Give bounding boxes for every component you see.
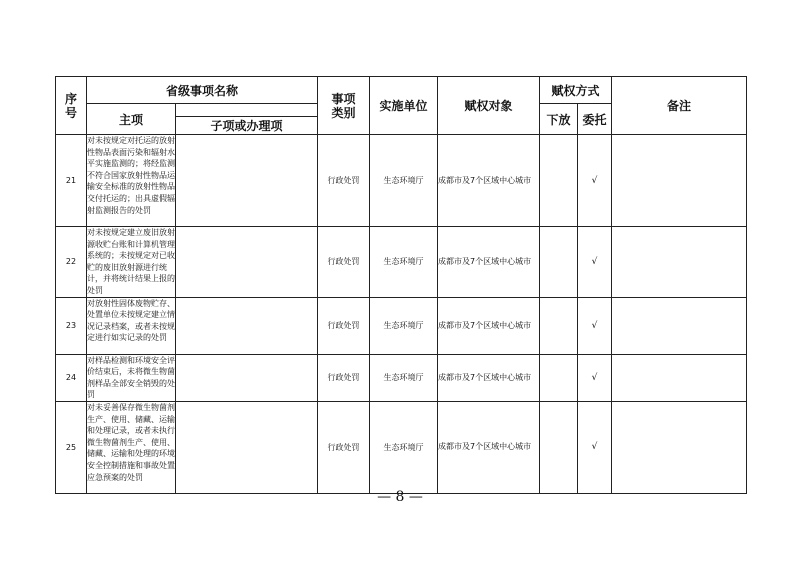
remark-text: [612, 354, 747, 401]
header-seq: 序 号: [56, 77, 87, 135]
table-row: [56, 401, 747, 493]
main-item-text: 对未按规定对托运的放射性物品表面污染和辐射水平实施监测的；将经监测不符合国家放射性物品运输安全标准的放射性物品交付托运的；出具虚假辐射监测报告的处罚: [87, 135, 176, 227]
sub-item-text: [176, 297, 318, 354]
header-remark: 备注: [612, 77, 747, 135]
sub-item-text: [176, 135, 318, 227]
delegate-down-mark: [540, 135, 578, 227]
row-number: 25: [56, 401, 87, 493]
remark-text: [612, 401, 747, 493]
table-row: [56, 354, 747, 401]
main-item-text: 对样品检测和环境安全评价结束后，未将微生物菌剂样品全部安全销毁的处罚: [87, 354, 176, 401]
remark-text: [612, 227, 747, 298]
table-row: [56, 297, 747, 354]
target-text: 成都市及7个区域中心城市: [438, 227, 540, 298]
entrust-checkmark: √: [578, 354, 612, 401]
category-text: 行政处罚: [318, 135, 370, 227]
header-provincial-item-name: 省级事项名称: [87, 77, 318, 104]
header-method: 赋权方式: [540, 77, 612, 104]
remark-text: [612, 297, 747, 354]
sub-item-text: [176, 401, 318, 493]
header-entrust: 委托: [578, 104, 612, 135]
category-text: 行政处罚: [318, 227, 370, 298]
target-text: 成都市及7个区域中心城市: [438, 297, 540, 354]
entrust-checkmark: √: [578, 297, 612, 354]
target-text: 成都市及7个区域中心城市: [438, 354, 540, 401]
delegate-down-mark: [540, 354, 578, 401]
entrust-checkmark: √: [578, 401, 612, 493]
unit-text: 生态环境厅: [370, 227, 438, 298]
table-row: [56, 135, 747, 227]
remark-text: [612, 135, 747, 227]
row-number: 24: [56, 354, 87, 401]
main-item-text: 对未妥善保存微生物菌剂生产、使用、储藏、运输和处理记录，或者未执行微生物菌剂生产、使用、储藏、运输和处理的环境安全控制措施和事故处置应急预案的处罚: [87, 401, 176, 493]
delegate-down-mark: [540, 297, 578, 354]
category-text: 行政处罚: [318, 401, 370, 493]
sub-item-text: [176, 354, 318, 401]
header-delegate-down: 下放: [540, 104, 578, 135]
header-unit: 实施单位: [370, 77, 438, 135]
entrust-checkmark: √: [578, 227, 612, 298]
target-text: 成都市及7个区域中心城市: [438, 135, 540, 227]
page-number: — 8 —: [377, 489, 423, 505]
header-main-item: 主项: [87, 104, 176, 135]
entrust-checkmark: √: [578, 135, 612, 227]
unit-text: 生态环境厅: [370, 354, 438, 401]
unit-text: 生态环境厅: [370, 401, 438, 493]
unit-text: 生态环境厅: [370, 297, 438, 354]
delegation-table: [55, 76, 747, 494]
header-target: 赋权对象: [438, 77, 540, 135]
table-row: [56, 227, 747, 298]
header-sub-item: 子项或办理项: [176, 117, 318, 135]
row-number: 21: [56, 135, 87, 227]
category-text: 行政处罚: [318, 297, 370, 354]
target-text: 成都市及7个区域中心城市: [438, 401, 540, 493]
main-item-text: 对放射性固体废物贮存、处置单位未按规定建立情况记录档案，或者未按规定进行如实记录的处罚: [87, 297, 176, 354]
unit-text: 生态环境厅: [370, 135, 438, 227]
category-text: 行政处罚: [318, 354, 370, 401]
delegate-down-mark: [540, 401, 578, 493]
header-category: 事项 类别: [318, 77, 370, 135]
row-number: 22: [56, 227, 87, 298]
row-number: 23: [56, 297, 87, 354]
delegate-down-mark: [540, 227, 578, 298]
main-item-text: 对未按规定建立废旧放射源收贮台账和计算机管理系统的；未按规定对已收贮的废旧放射源进行统计，并将统计结果上报的处罚: [87, 227, 176, 298]
sub-item-text: [176, 227, 318, 298]
